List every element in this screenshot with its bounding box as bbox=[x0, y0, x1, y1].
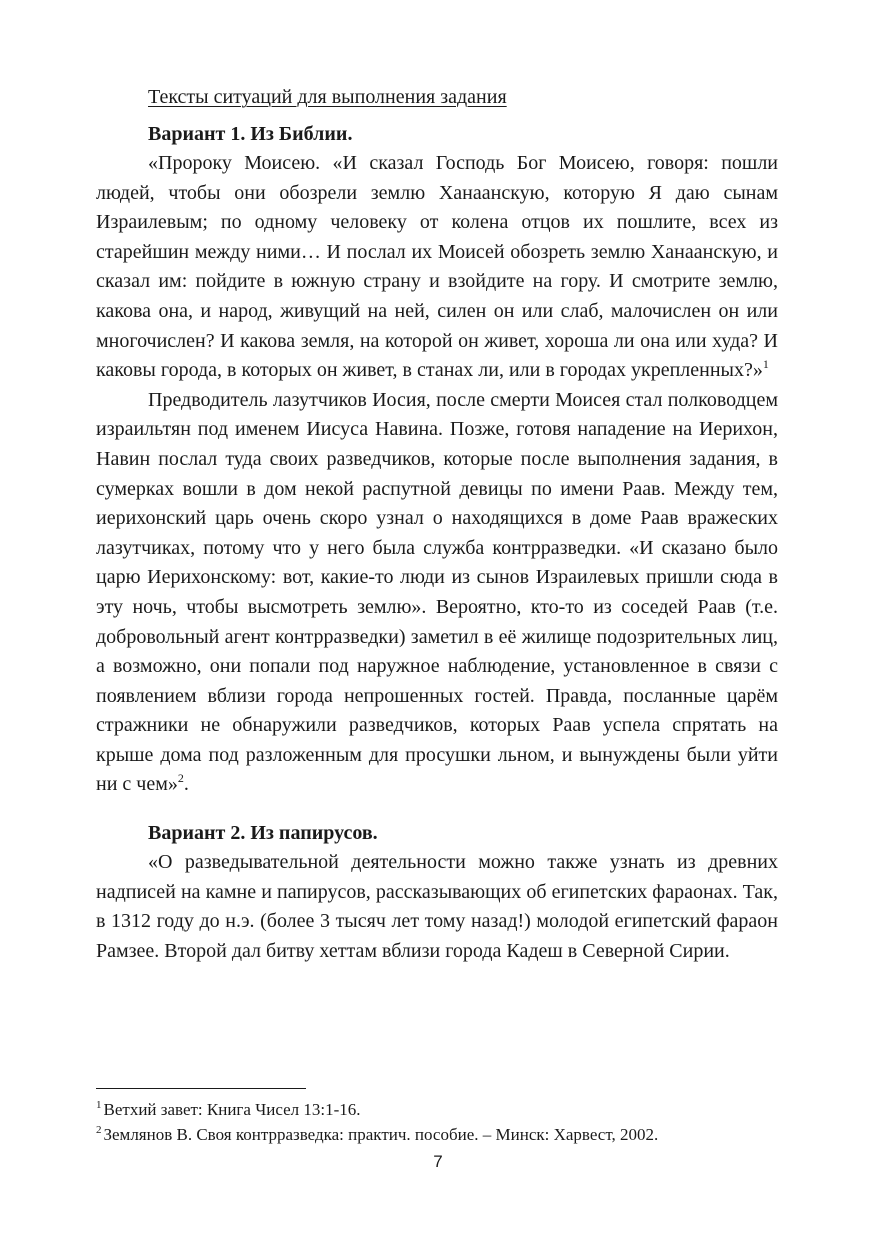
footnote-2-mark: 2 bbox=[96, 1124, 102, 1136]
footnote-ref-1: 1 bbox=[762, 357, 769, 372]
page-number: 7 bbox=[433, 1152, 443, 1171]
variant-2-title: Вариант 2. Из папирусов. bbox=[148, 822, 378, 845]
variant-1-paragraph-2 bbox=[96, 386, 778, 800]
variant-2-paragraph-1: «О разведывательной деятельности можно также узнать из древних надписей на камне и папирусов, рассказывающих об египетских фараонах. Так, в 1312 году до н.э. (более 3 тысяч лет тому назад!) молодой египетский фараон Рамзее. Второй дал битву хеттам вблизи города Кадеш в Северной Сирии. bbox=[96, 851, 778, 962]
footnote-separator bbox=[96, 1088, 306, 1089]
page-body bbox=[96, 82, 778, 966]
footnote-1-mark: 1 bbox=[96, 1099, 102, 1111]
section-heading: Тексты ситуаций для выполнения задания bbox=[148, 86, 507, 108]
variant-1-paragraph-1-text: «Пророку Моисею. «И сказал Господь Бог Моисею, говоря: пошли людей, чтобы они обозрели землю Ханаанскую, которую Я даю сынам Израилевым; по одному человеку от колена отцов их пошлите, всех из старейшин между ними… И послал их Моисей обозреть землю Ханаанскую, и сказал им: пойдите в южную страну и взойдите на гору. И смотрите землю, какова она, и народ, живущий на ней, силен он или слаб, малочислен он или многочислен? И какова земля, на которой он живет, хороша ли она или худа? И каковы города, в которых он живет, в станах ли, или в городах укрепленных?» bbox=[96, 152, 778, 382]
footnotes bbox=[96, 1097, 786, 1147]
footnote-1 bbox=[96, 1097, 786, 1122]
variant-1-paragraph-1 bbox=[96, 149, 778, 386]
footnote-2 bbox=[96, 1122, 786, 1147]
variant-1-paragraph-2-end: . bbox=[183, 773, 189, 796]
footnote-ref-2: 2 bbox=[177, 771, 184, 786]
variant-1-title: Вариант 1. Из Библии. bbox=[148, 123, 353, 145]
footnote-1-text: Ветхий завет: Книга Чисел 13:1-16. bbox=[103, 1100, 361, 1119]
variant-1-paragraph-2-text: Предводитель лазутчиков Иосия, после смерти Моисея стал полководцем израильтян под именем Иисуса Навина. Позже, готовя нападение на Иерихон, Навин послал туда своих разведчиков, которые после выполнения задания, в сумерках вошли в дом некой распутной девицы по имени Раав. Между тем, иерихонский царь очень скоро узнал о находящихся в доме Раав вражеских лазутчиках, потому что у него была служба контрразведки. «И сказано было царю Иерихонскому: вот, какие-то люди из сынов Израилевых пришли сюда в эту ночь, чтобы высмотреть землю». Вероятно, кто-то из соседей Раав (т.е. добровольный агент контрразведки) заметил в её жилище подозрительных лиц, а возможно, они попали под наружное наблюдение, установленное в связи с появлением вблизи города непрошенных гостей. Правда, посланные царём стражники не обнаружили разведчиков, которых Раав успела спрятать на крыше дома под разложенным для просушки льном, и вынуждены были уйти ни с чем» bbox=[96, 388, 778, 796]
footnote-2-text: Землянов В. Своя контрразведка: практич. пособие. – Минск: Харвест, 2002. bbox=[103, 1125, 659, 1144]
